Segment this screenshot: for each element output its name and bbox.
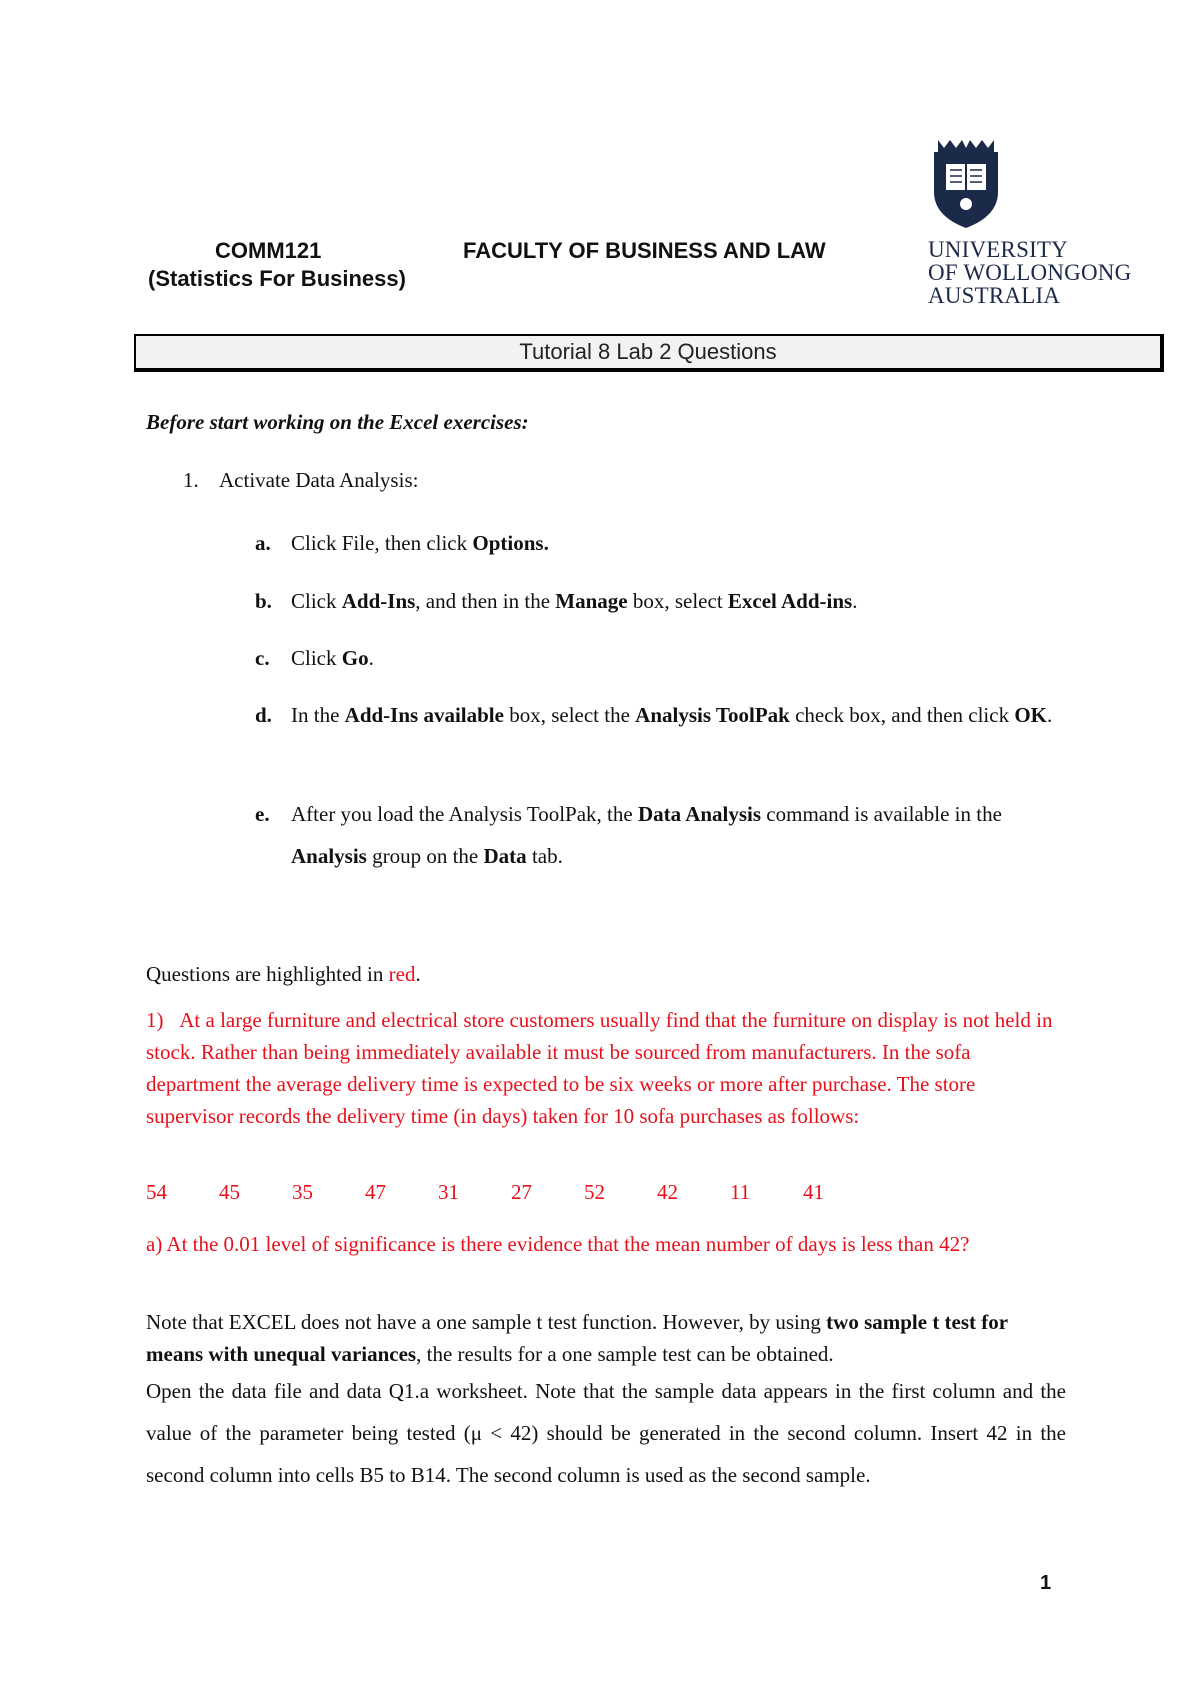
logo-line-2: OF WOLLONGONG <box>928 260 1132 285</box>
delivery-day-value: 11 <box>730 1180 751 1204</box>
substep-e-bold-1: Data Analysis <box>637 802 762 826</box>
question-1 <box>146 1004 1066 1132</box>
substep-e <box>255 793 1071 877</box>
delivery-day-value: 47 <box>365 1180 386 1204</box>
substep-d <box>255 694 1071 736</box>
question-1a: a) At the 0.01 level of significance is there evidence that the mean number of days is less than 42? <box>146 1232 970 1256</box>
substep-d-letter: d. <box>255 703 272 727</box>
substep-b <box>255 580 1071 622</box>
delivery-day-value: 45 <box>219 1180 240 1204</box>
delivery-day-value: 35 <box>292 1180 313 1204</box>
substep-d-text-4: . <box>1047 703 1053 727</box>
excel-note-text-2: , the results for a one sample test can be obtained. <box>416 1342 834 1366</box>
step-1-text: Activate Data Analysis: <box>219 468 419 492</box>
question-1-number: 1) <box>146 1008 164 1032</box>
substep-b-text-4: . <box>852 589 858 613</box>
logo-line-1: UNIVERSITY <box>928 237 1068 262</box>
substep-a-bold: Options. <box>472 531 549 555</box>
substep-c-letter: c. <box>255 646 270 670</box>
excel-note <box>146 1306 1066 1370</box>
page-number: 1 <box>1040 1572 1052 1594</box>
substep-a-letter: a. <box>255 531 271 555</box>
substep-e-text-3: group on the <box>366 844 484 868</box>
substep-d-bold-2: Analysis ToolPak <box>635 703 790 727</box>
substep-a <box>255 522 1071 564</box>
highlight-note-text: Questions are highlighted in <box>146 962 389 986</box>
substep-e-bold-3: Data <box>483 844 527 868</box>
question-1-text: At a large furniture and electrical store customers usually find that the furniture on display is not held in stock. Rather than being immediately available it must be sourced from manufacturers. In the sofa department the average delivery time is expected to be six weeks or more after purchase. The store supervisor records the delivery time (in days) taken for 10 sofa purchases as follows: <box>146 1008 1053 1128</box>
logo-line-3: AUSTRALIA <box>928 283 1061 308</box>
substep-d-bold-1: Add-Ins available <box>344 703 504 727</box>
substep-b-text-2: , and then in the <box>415 589 556 613</box>
substep-a-text: Click File, then click <box>291 531 473 555</box>
substep-d-text-2: box, select the <box>503 703 636 727</box>
university-crest-icon <box>928 134 1004 230</box>
substep-d-text: In the <box>291 703 345 727</box>
document-title: Tutorial 8 Lab 2 Questions <box>134 334 1164 372</box>
substep-d-bold-3: OK <box>1014 703 1047 727</box>
delivery-day-value: 52 <box>584 1180 605 1204</box>
substep-c-text: Click <box>291 646 342 670</box>
substep-c-text-2: . <box>368 646 374 670</box>
substep-b-text-3: box, select <box>627 589 728 613</box>
highlight-note-end: . <box>415 962 421 986</box>
substep-b-bold-3: Excel Add-ins <box>727 589 853 613</box>
substep-b-letter: b. <box>255 589 272 613</box>
highlight-note <box>146 958 1066 990</box>
faculty-name: FACULTY OF BUSINESS AND LAW <box>463 238 826 263</box>
highlight-note-red-word: red <box>388 962 416 986</box>
step-1 <box>183 468 418 493</box>
substep-e-text-2: command is available in the <box>761 802 1002 826</box>
delivery-day-value: 54 <box>146 1180 167 1204</box>
substep-e-bold-2: Analysis <box>291 844 367 868</box>
step-1-number: 1. <box>183 468 199 492</box>
delivery-day-value: 42 <box>657 1180 678 1204</box>
university-logo-text <box>928 238 1131 307</box>
open-data-instructions: Open the data file and data Q1.a worksheet. Note that the sample data appears in the first column and the value of the parameter being tested (μ < 42) should be generated in the second column. Insert 42 in the second column into cells B5 to B14. The second column is used as the second sample. <box>146 1379 1066 1487</box>
course-code: COMM121 <box>215 238 322 263</box>
substep-c-bold: Go <box>341 646 369 670</box>
substep-e-text-4: tab. <box>526 844 563 868</box>
delivery-day-value: 31 <box>438 1180 459 1204</box>
excel-note-text: Note that EXCEL does not have a one sample t test function. However, by using <box>146 1310 827 1334</box>
substep-b-bold-2: Manage <box>555 589 628 613</box>
substep-e-letter: e. <box>255 802 270 826</box>
intro-heading: Before start working on the Excel exercises: <box>146 410 529 434</box>
delivery-day-value: 27 <box>511 1180 532 1204</box>
substep-e-text: After you load the Analysis ToolPak, the <box>291 802 638 826</box>
substep-d-text-3: check box, and then click <box>789 703 1015 727</box>
substep-b-bold-1: Add-Ins <box>341 589 416 613</box>
substep-b-text: Click <box>291 589 342 613</box>
delivery-day-value: 41 <box>803 1180 824 1204</box>
substep-c <box>255 637 1071 679</box>
course-name: (Statistics For Business) <box>148 266 406 291</box>
excel-note-bold: two sample t test for means with unequal variances <box>146 1310 1008 1366</box>
